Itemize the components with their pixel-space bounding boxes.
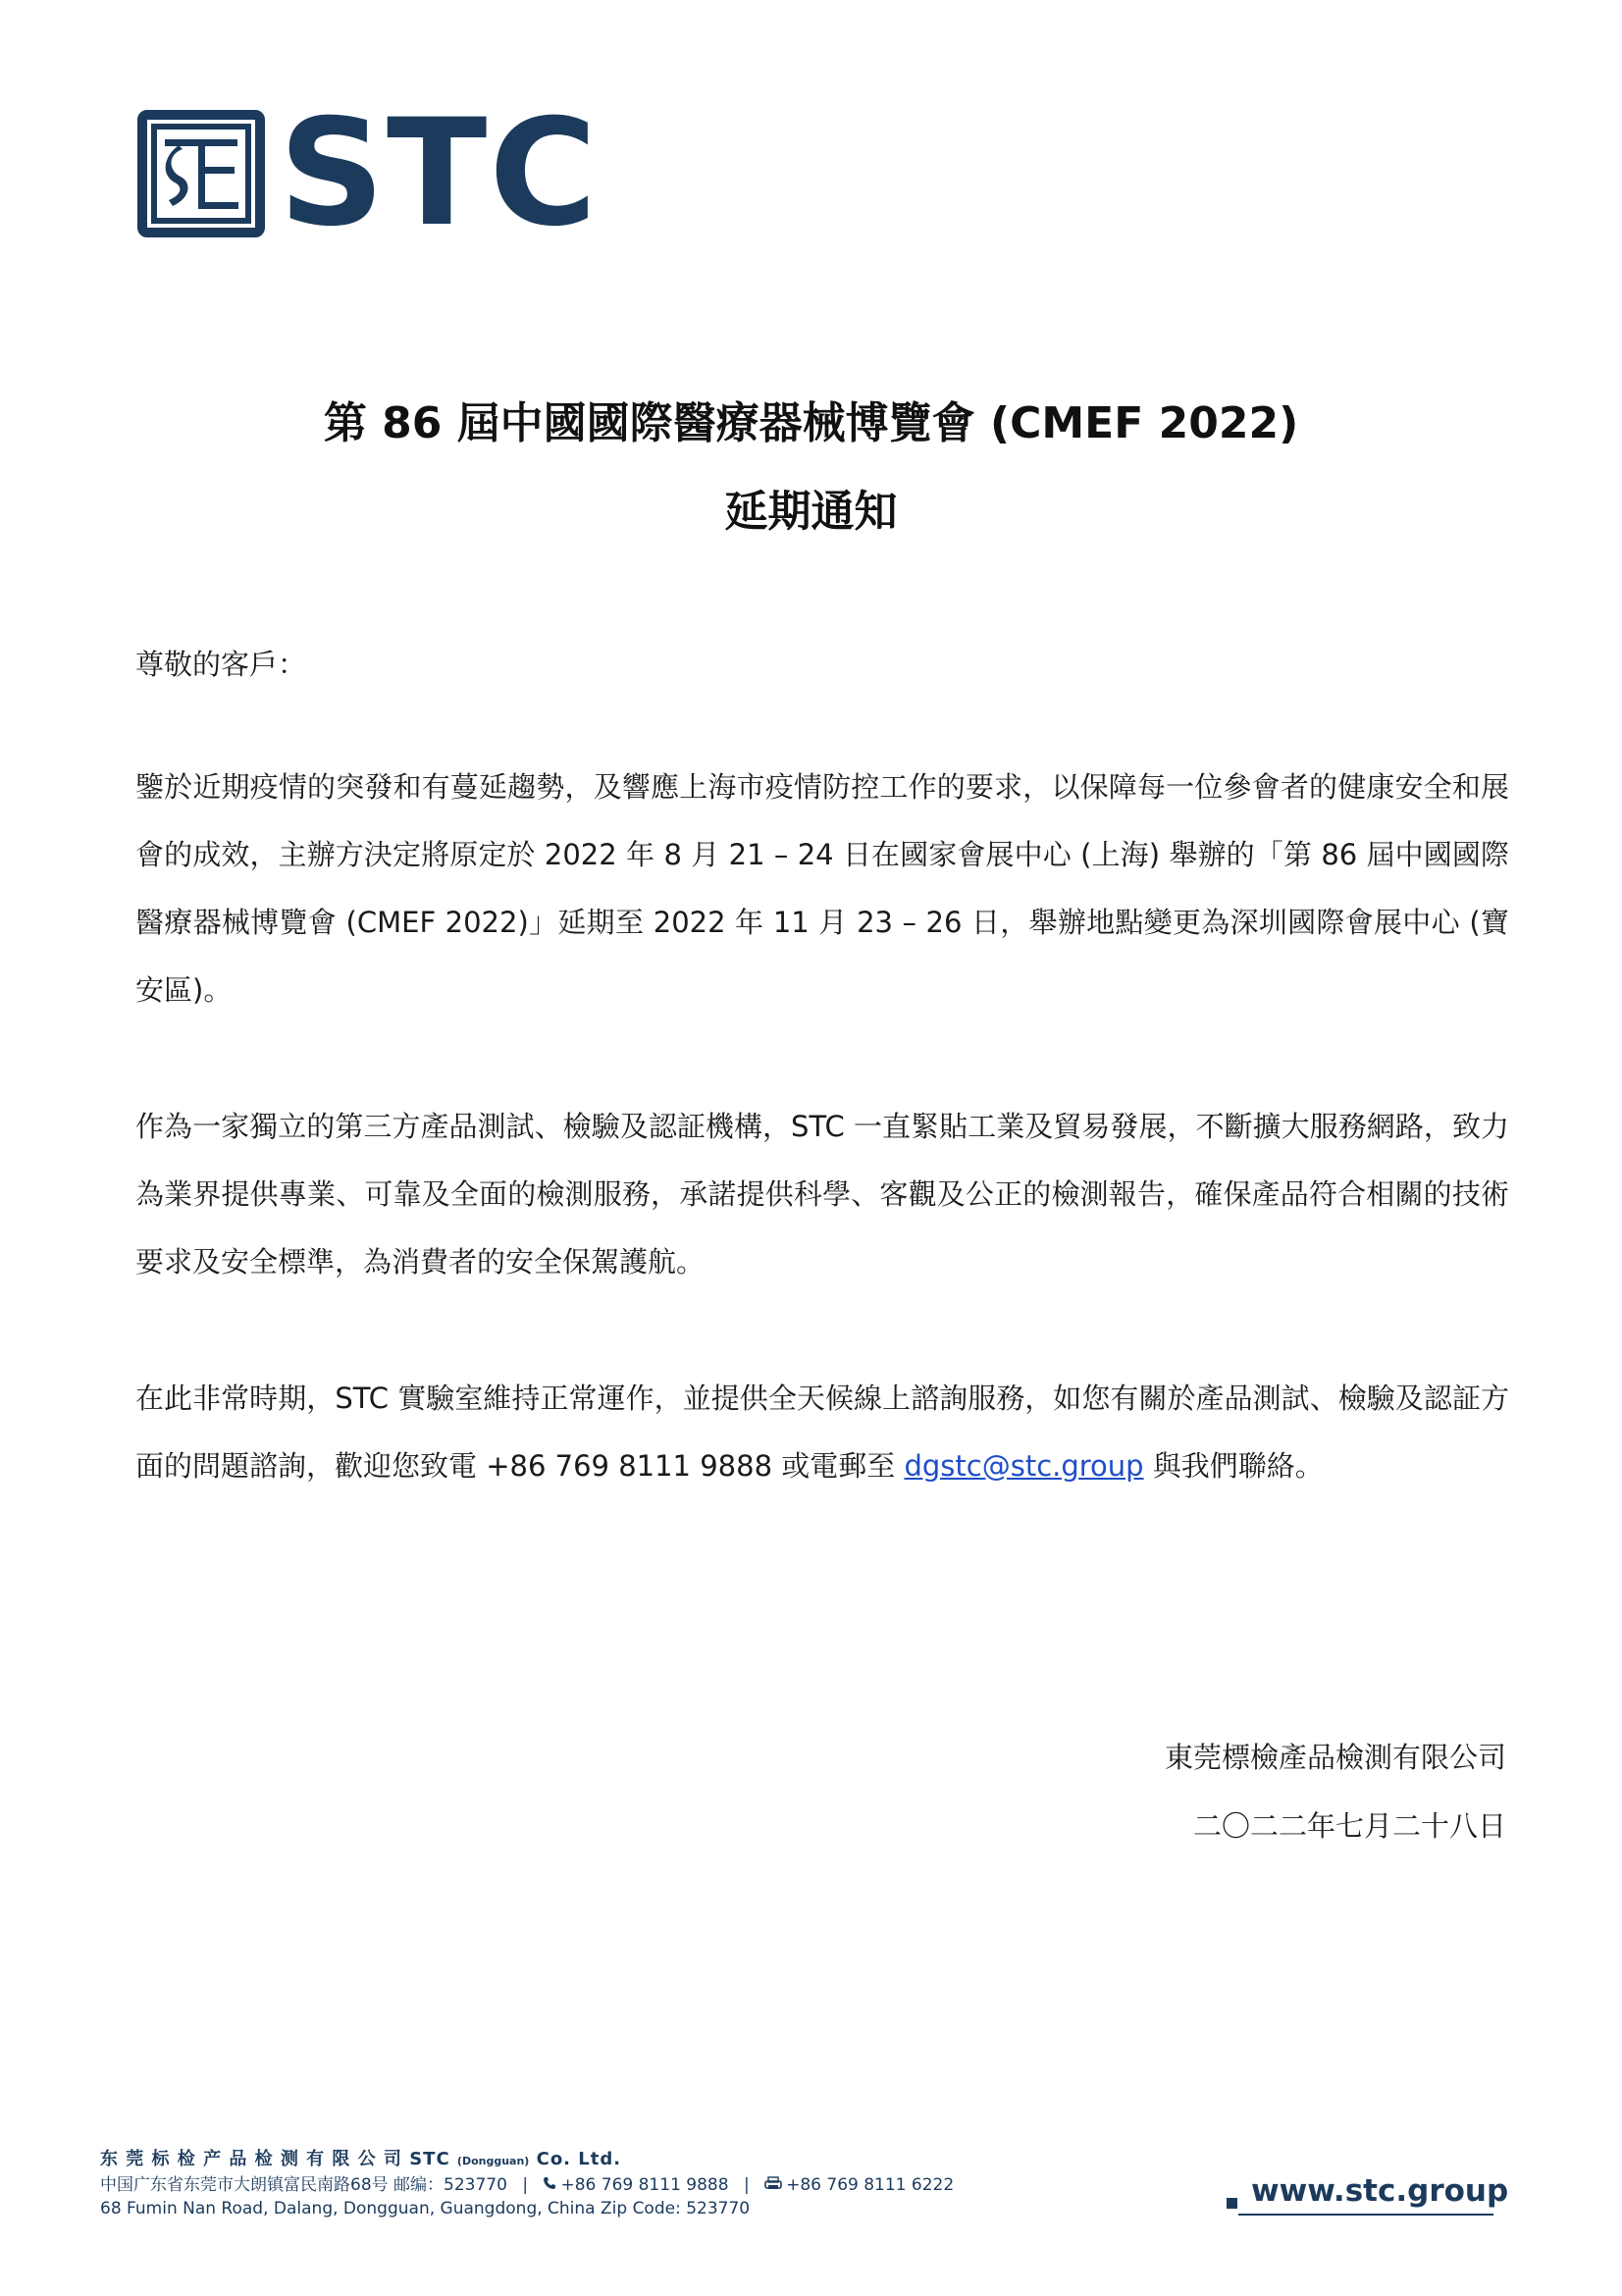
footer-fax: +86 769 8111 6222: [786, 2175, 955, 2195]
stc-wordmark: STC: [279, 88, 600, 259]
signature-company: 東莞標檢產品檢測有限公司: [1164, 1741, 1506, 1774]
salutation: 尊敬的客戶：: [135, 648, 307, 681]
title-line-1: 第 86 屆中國國際醫療器械博覽會 (CMEF 2022): [323, 398, 1299, 448]
letter-body: [135, 640, 1509, 1500]
footer-website: [1227, 2173, 1508, 2209]
stc-seal-logo-icon: [137, 110, 265, 237]
title-line-2: 延期通知: [724, 487, 898, 537]
footer-phone: +86 769 8111 9888: [560, 2175, 729, 2195]
footer-company-name: 东 莞 标 检 产 品 检 测 有 限 公 司 STC (Dongguan) Co. Ltd.: [100, 2149, 622, 2169]
bullet-square-icon: [1227, 2198, 1237, 2209]
footer-address-en: 68 Fumin Nan Road, Dalang, Dongguan, Guangdong, China Zip Code: 523770: [100, 2199, 751, 2218]
stc-logo: [137, 88, 600, 259]
paragraph-postponement: 鑒於近期疫情的突發和有蔓延趨勢，及響應上海市疫情防控工作的要求，以保障每一位參會者的健康安全和展會的成效，主辦方決定將原定於 2022 年 8 月 21 – 24 日在國家會展中心 (上海) 舉辦的「第 86 屆中國國際醫療器械博覽會 (CMEF 2022)」延期至 2022 年 11 月 23 – 26 日，舉辦地點變更為深圳國際會展中心 (寶安區)。: [135, 770, 1509, 1007]
signature-block: [1165, 1723, 1506, 1860]
contact-text-before: 在此非常時期，STC 實驗室維持正常運作，並提供全天候線上諮詢服務，如您有關於產品測試、檢驗及認証方面的問題諮詢，歡迎您致電 +86 769 8111 9888 或電郵至: [135, 1382, 1509, 1483]
notice-title: [0, 385, 1622, 551]
fax-icon: [764, 2173, 782, 2197]
signature-date: 二〇二二年七月二十八日: [1192, 1809, 1506, 1843]
website-link[interactable]: www.stc.group: [1251, 2173, 1509, 2209]
footer-rule: [1238, 2214, 1493, 2216]
contact-text-after: 與我們聯絡。: [1143, 1449, 1324, 1483]
paragraph-contact: [135, 1365, 1509, 1500]
email-link[interactable]: dgstc@stc.group: [904, 1449, 1144, 1483]
phone-icon: [543, 2173, 556, 2197]
footer-address-cn: 中国广东省东莞市大朗镇富民南路68号 邮编：523770 | +86 769 8111 9888 | +86 769 8111 6222: [100, 2175, 955, 2195]
paragraph-about-stc: 作為一家獨立的第三方產品測試、檢驗及認証機構，STC 一直緊貼工業及貿易發展，不斷擴大服務網路，致力為業界提供專業、可靠及全面的檢測服務，承諾提供科學、客觀及公正的檢測報告，確保產品符合相關的技術要求及安全標準，為消費者的安全保駕護航。: [135, 1110, 1509, 1278]
